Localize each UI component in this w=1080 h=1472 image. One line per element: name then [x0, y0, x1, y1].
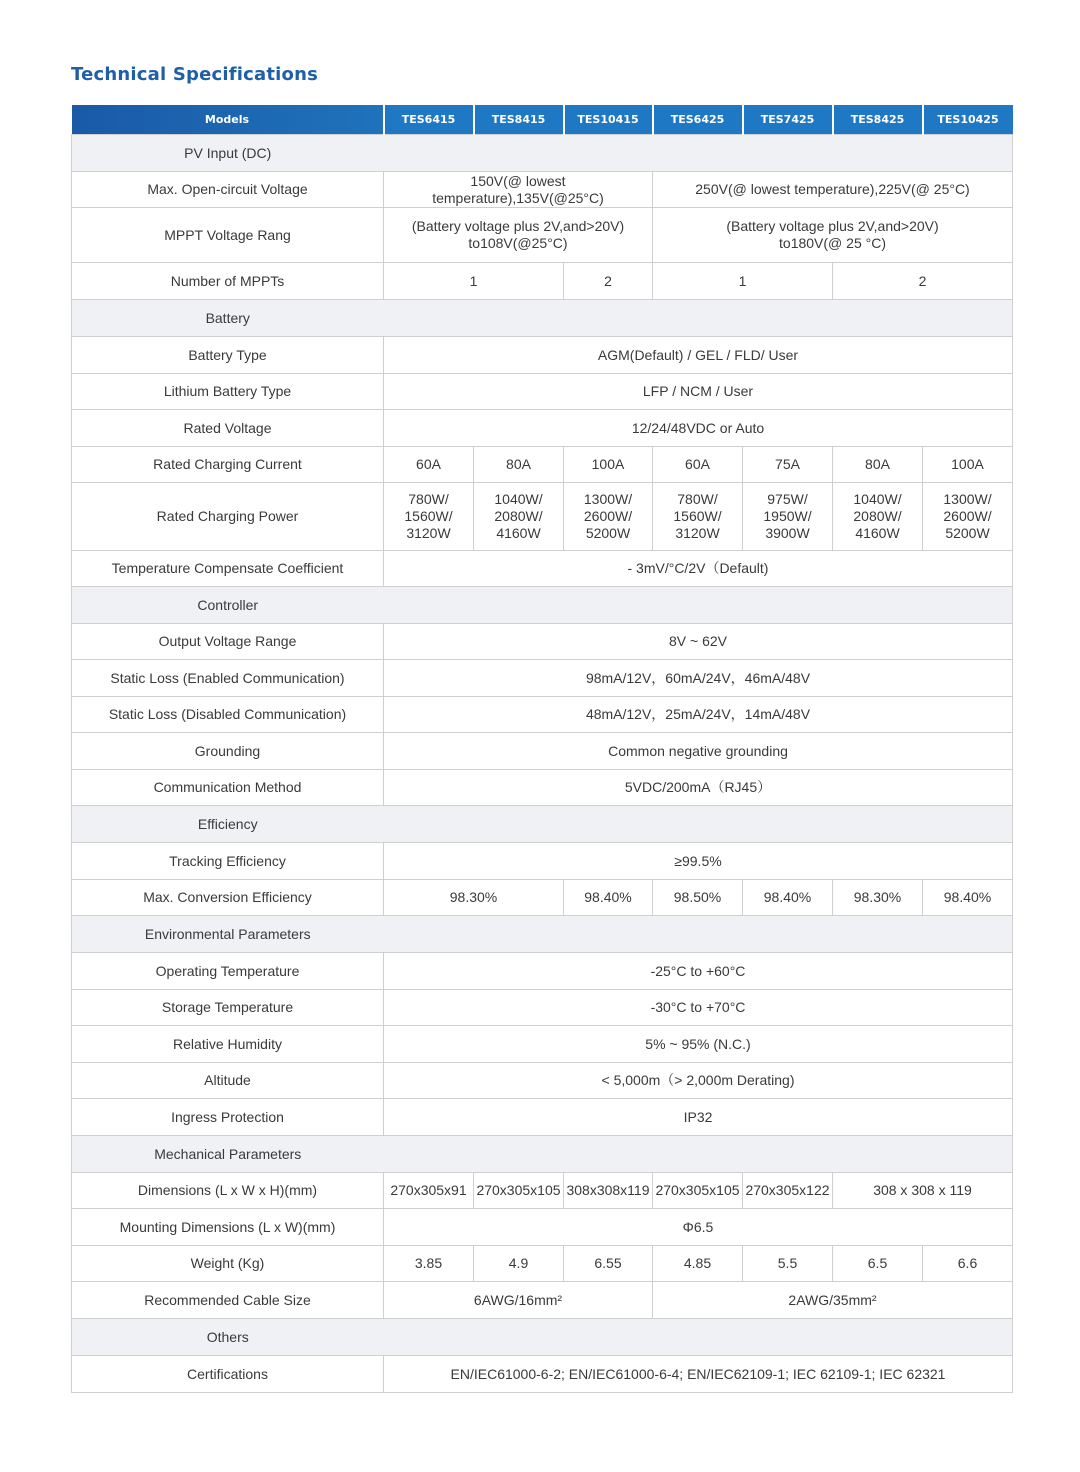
- spec-label: Altitude: [72, 1063, 384, 1099]
- spec-value: 2: [833, 263, 1013, 300]
- spec-label: Operating Temperature: [72, 953, 384, 990]
- spec-value: 308 x 308 x 119: [833, 1173, 1013, 1209]
- spec-value: 308x308x119: [564, 1173, 653, 1209]
- spec-label: Rated Voltage: [72, 410, 384, 447]
- spec-row: [72, 1026, 1013, 1063]
- spec-value: 98.40%: [923, 880, 1013, 916]
- spec-value: ≥99.5%: [384, 843, 1013, 880]
- spec-row: [72, 843, 1013, 880]
- model-header: TES7425: [743, 105, 833, 135]
- section-fill: [384, 806, 1013, 843]
- spec-value: 270x305x91: [384, 1173, 474, 1209]
- spec-row: [72, 880, 1013, 916]
- spec-value: 1040W/ 2080W/ 4160W: [833, 483, 923, 551]
- spec-value: - 3mV/°C/2V（Default): [384, 551, 1013, 587]
- spec-value: 6AWG/16mm²: [384, 1282, 653, 1319]
- spec-value: 1: [653, 263, 833, 300]
- spec-row: [72, 447, 1013, 483]
- spec-value: 1300W/ 2600W/ 5200W: [923, 483, 1013, 551]
- spec-value: 98.40%: [743, 880, 833, 916]
- spec-value: IP32: [384, 1099, 1013, 1136]
- section-fill: [384, 1319, 1013, 1356]
- spec-row: [72, 1063, 1013, 1099]
- spec-label: Battery Type: [72, 337, 384, 374]
- spec-value: 2AWG/35mm²: [653, 1282, 1013, 1319]
- spec-value: Common negative grounding: [384, 733, 1013, 770]
- spec-row: [72, 697, 1013, 733]
- models-header: Models: [72, 105, 384, 135]
- spec-row: [72, 990, 1013, 1026]
- spec-value: 98.30%: [833, 880, 923, 916]
- spec-value: 100A: [564, 447, 653, 483]
- spec-row: [72, 172, 1013, 208]
- spec-row: [72, 1246, 1013, 1282]
- spec-value: 98.30%: [384, 880, 564, 916]
- page-title: Technical Specifications: [71, 64, 319, 85]
- spec-value: 5.5: [743, 1246, 833, 1282]
- section-label: Environmental Parameters: [72, 916, 384, 953]
- spec-row: [72, 953, 1013, 990]
- spec-value: 5VDC/200mA（RJ45）: [384, 770, 1013, 806]
- section-row: [72, 806, 1013, 843]
- spec-value: 98mA/12V，60mA/24V，46mA/48V: [384, 660, 1013, 697]
- spec-value: -25°C to +60°C: [384, 953, 1013, 990]
- header-row: [72, 105, 1013, 135]
- spec-value: 80A: [474, 447, 564, 483]
- spec-row: [72, 1173, 1013, 1209]
- spec-value: 6.55: [564, 1246, 653, 1282]
- spec-value: 1: [384, 263, 564, 300]
- spec-value: 1040W/ 2080W/ 4160W: [474, 483, 564, 551]
- spec-label: Lithium Battery Type: [72, 374, 384, 410]
- spec-row: [72, 733, 1013, 770]
- spec-value: 780W/ 1560W/ 3120W: [384, 483, 474, 551]
- spec-row: [72, 1209, 1013, 1246]
- section-fill: [384, 135, 1013, 172]
- spec-row: [72, 208, 1013, 263]
- model-header: TES8425: [833, 105, 923, 135]
- spec-value: 8V ~ 62V: [384, 624, 1013, 660]
- spec-value: 4.9: [474, 1246, 564, 1282]
- spec-value: 270x305x105: [474, 1173, 564, 1209]
- spec-value: 98.50%: [653, 880, 743, 916]
- spec-value: 80A: [833, 447, 923, 483]
- section-row: [72, 916, 1013, 953]
- spec-value: < 5,000m（> 2,000m Derating): [384, 1063, 1013, 1099]
- model-header: TES6415: [384, 105, 474, 135]
- spec-value: 75A: [743, 447, 833, 483]
- spec-label: Mounting Dimensions (L x W)(mm): [72, 1209, 384, 1246]
- spec-value: 98.40%: [564, 880, 653, 916]
- model-header: TES10415: [564, 105, 653, 135]
- spec-value: 6.5: [833, 1246, 923, 1282]
- spec-value: 270x305x105: [653, 1173, 743, 1209]
- section-row: [72, 300, 1013, 337]
- spec-value: 60A: [384, 447, 474, 483]
- spec-label: Rated Charging Power: [72, 483, 384, 551]
- spec-row: [72, 374, 1013, 410]
- spec-label: Rated Charging Current: [72, 447, 384, 483]
- section-row: [72, 1136, 1013, 1173]
- section-label: Battery: [72, 300, 384, 337]
- section-label: Others: [72, 1319, 384, 1356]
- section-row: [72, 1319, 1013, 1356]
- spec-label: Dimensions (L x W x H)(mm): [72, 1173, 384, 1209]
- spec-value: 150V(@ lowest temperature),135V(@25°C): [384, 172, 653, 208]
- spec-label: Communication Method: [72, 770, 384, 806]
- spec-row: [72, 483, 1013, 551]
- spec-label: Max. Open-circuit Voltage: [72, 172, 384, 208]
- section-row: [72, 135, 1013, 172]
- spec-value: 2: [564, 263, 653, 300]
- spec-row: [72, 1099, 1013, 1136]
- spec-label: Grounding: [72, 733, 384, 770]
- spec-row: [72, 660, 1013, 697]
- spec-value: 12/24/48VDC or Auto: [384, 410, 1013, 447]
- spec-row: [72, 624, 1013, 660]
- spec-value: AGM(Default) / GEL / FLD/ User: [384, 337, 1013, 374]
- spec-label: Temperature Compensate Coefficient: [72, 551, 384, 587]
- spec-label: Recommended Cable Size: [72, 1282, 384, 1319]
- section-label: Efficiency: [72, 806, 384, 843]
- spec-label: Relative Humidity: [72, 1026, 384, 1063]
- spec-value: 1300W/ 2600W/ 5200W: [564, 483, 653, 551]
- section-row: [72, 587, 1013, 624]
- spec-label: Storage Temperature: [72, 990, 384, 1026]
- model-header: TES10425: [923, 105, 1013, 135]
- spec-value: 100A: [923, 447, 1013, 483]
- spec-value: 5% ~ 95% (N.C.): [384, 1026, 1013, 1063]
- spec-label: Certifications: [72, 1356, 384, 1393]
- model-header: TES6425: [653, 105, 743, 135]
- section-fill: [384, 587, 1013, 624]
- spec-value: 60A: [653, 447, 743, 483]
- spec-label: Output Voltage Range: [72, 624, 384, 660]
- spec-value: 6.6: [923, 1246, 1013, 1282]
- section-label: Controller: [72, 587, 384, 624]
- spec-body: [72, 135, 1013, 1393]
- spec-value: -30°C to +70°C: [384, 990, 1013, 1026]
- section-fill: [384, 1136, 1013, 1173]
- spec-label: Static Loss (Disabled Communication): [72, 697, 384, 733]
- spec-value: 48mA/12V，25mA/24V，14mA/48V: [384, 697, 1013, 733]
- spec-value: (Battery voltage plus 2V,and>20V) to180V(@ 25 °C): [653, 208, 1013, 263]
- spec-value: EN/IEC61000-6-2; EN/IEC61000-6-4; EN/IEC62109-1; IEC 62109-1; IEC 62321: [384, 1356, 1013, 1393]
- model-header: TES8415: [474, 105, 564, 135]
- spec-row: [72, 263, 1013, 300]
- spec-value: 3.85: [384, 1246, 474, 1282]
- spec-label: Ingress Protection: [72, 1099, 384, 1136]
- spec-value: LFP / NCM / User: [384, 374, 1013, 410]
- spec-value: 4.85: [653, 1246, 743, 1282]
- spec-value: Φ6.5: [384, 1209, 1013, 1246]
- spec-label: Tracking Efficiency: [72, 843, 384, 880]
- spec-label: MPPT Voltage Rang: [72, 208, 384, 263]
- section-fill: [384, 916, 1013, 953]
- spec-value: 780W/ 1560W/ 3120W: [653, 483, 743, 551]
- section-label: Mechanical Parameters: [72, 1136, 384, 1173]
- spec-row: [72, 410, 1013, 447]
- spec-row: [72, 1282, 1013, 1319]
- spec-row: [72, 337, 1013, 374]
- spec-value: 975W/ 1950W/ 3900W: [743, 483, 833, 551]
- spec-label: Static Loss (Enabled Communication): [72, 660, 384, 697]
- spec-value: 250V(@ lowest temperature),225V(@ 25°C): [653, 172, 1013, 208]
- spec-value: (Battery voltage plus 2V,and>20V) to108V(@25°C): [384, 208, 653, 263]
- spec-label: Weight (Kg): [72, 1246, 384, 1282]
- spec-label: Max. Conversion Efficiency: [72, 880, 384, 916]
- section-label: PV Input (DC): [72, 135, 384, 172]
- spec-row: [72, 770, 1013, 806]
- spec-label: Number of MPPTs: [72, 263, 384, 300]
- spec-value: 270x305x122: [743, 1173, 833, 1209]
- section-fill: [384, 300, 1013, 337]
- spec-table: [71, 105, 1013, 1393]
- spec-row: [72, 551, 1013, 587]
- spec-row: [72, 1356, 1013, 1393]
